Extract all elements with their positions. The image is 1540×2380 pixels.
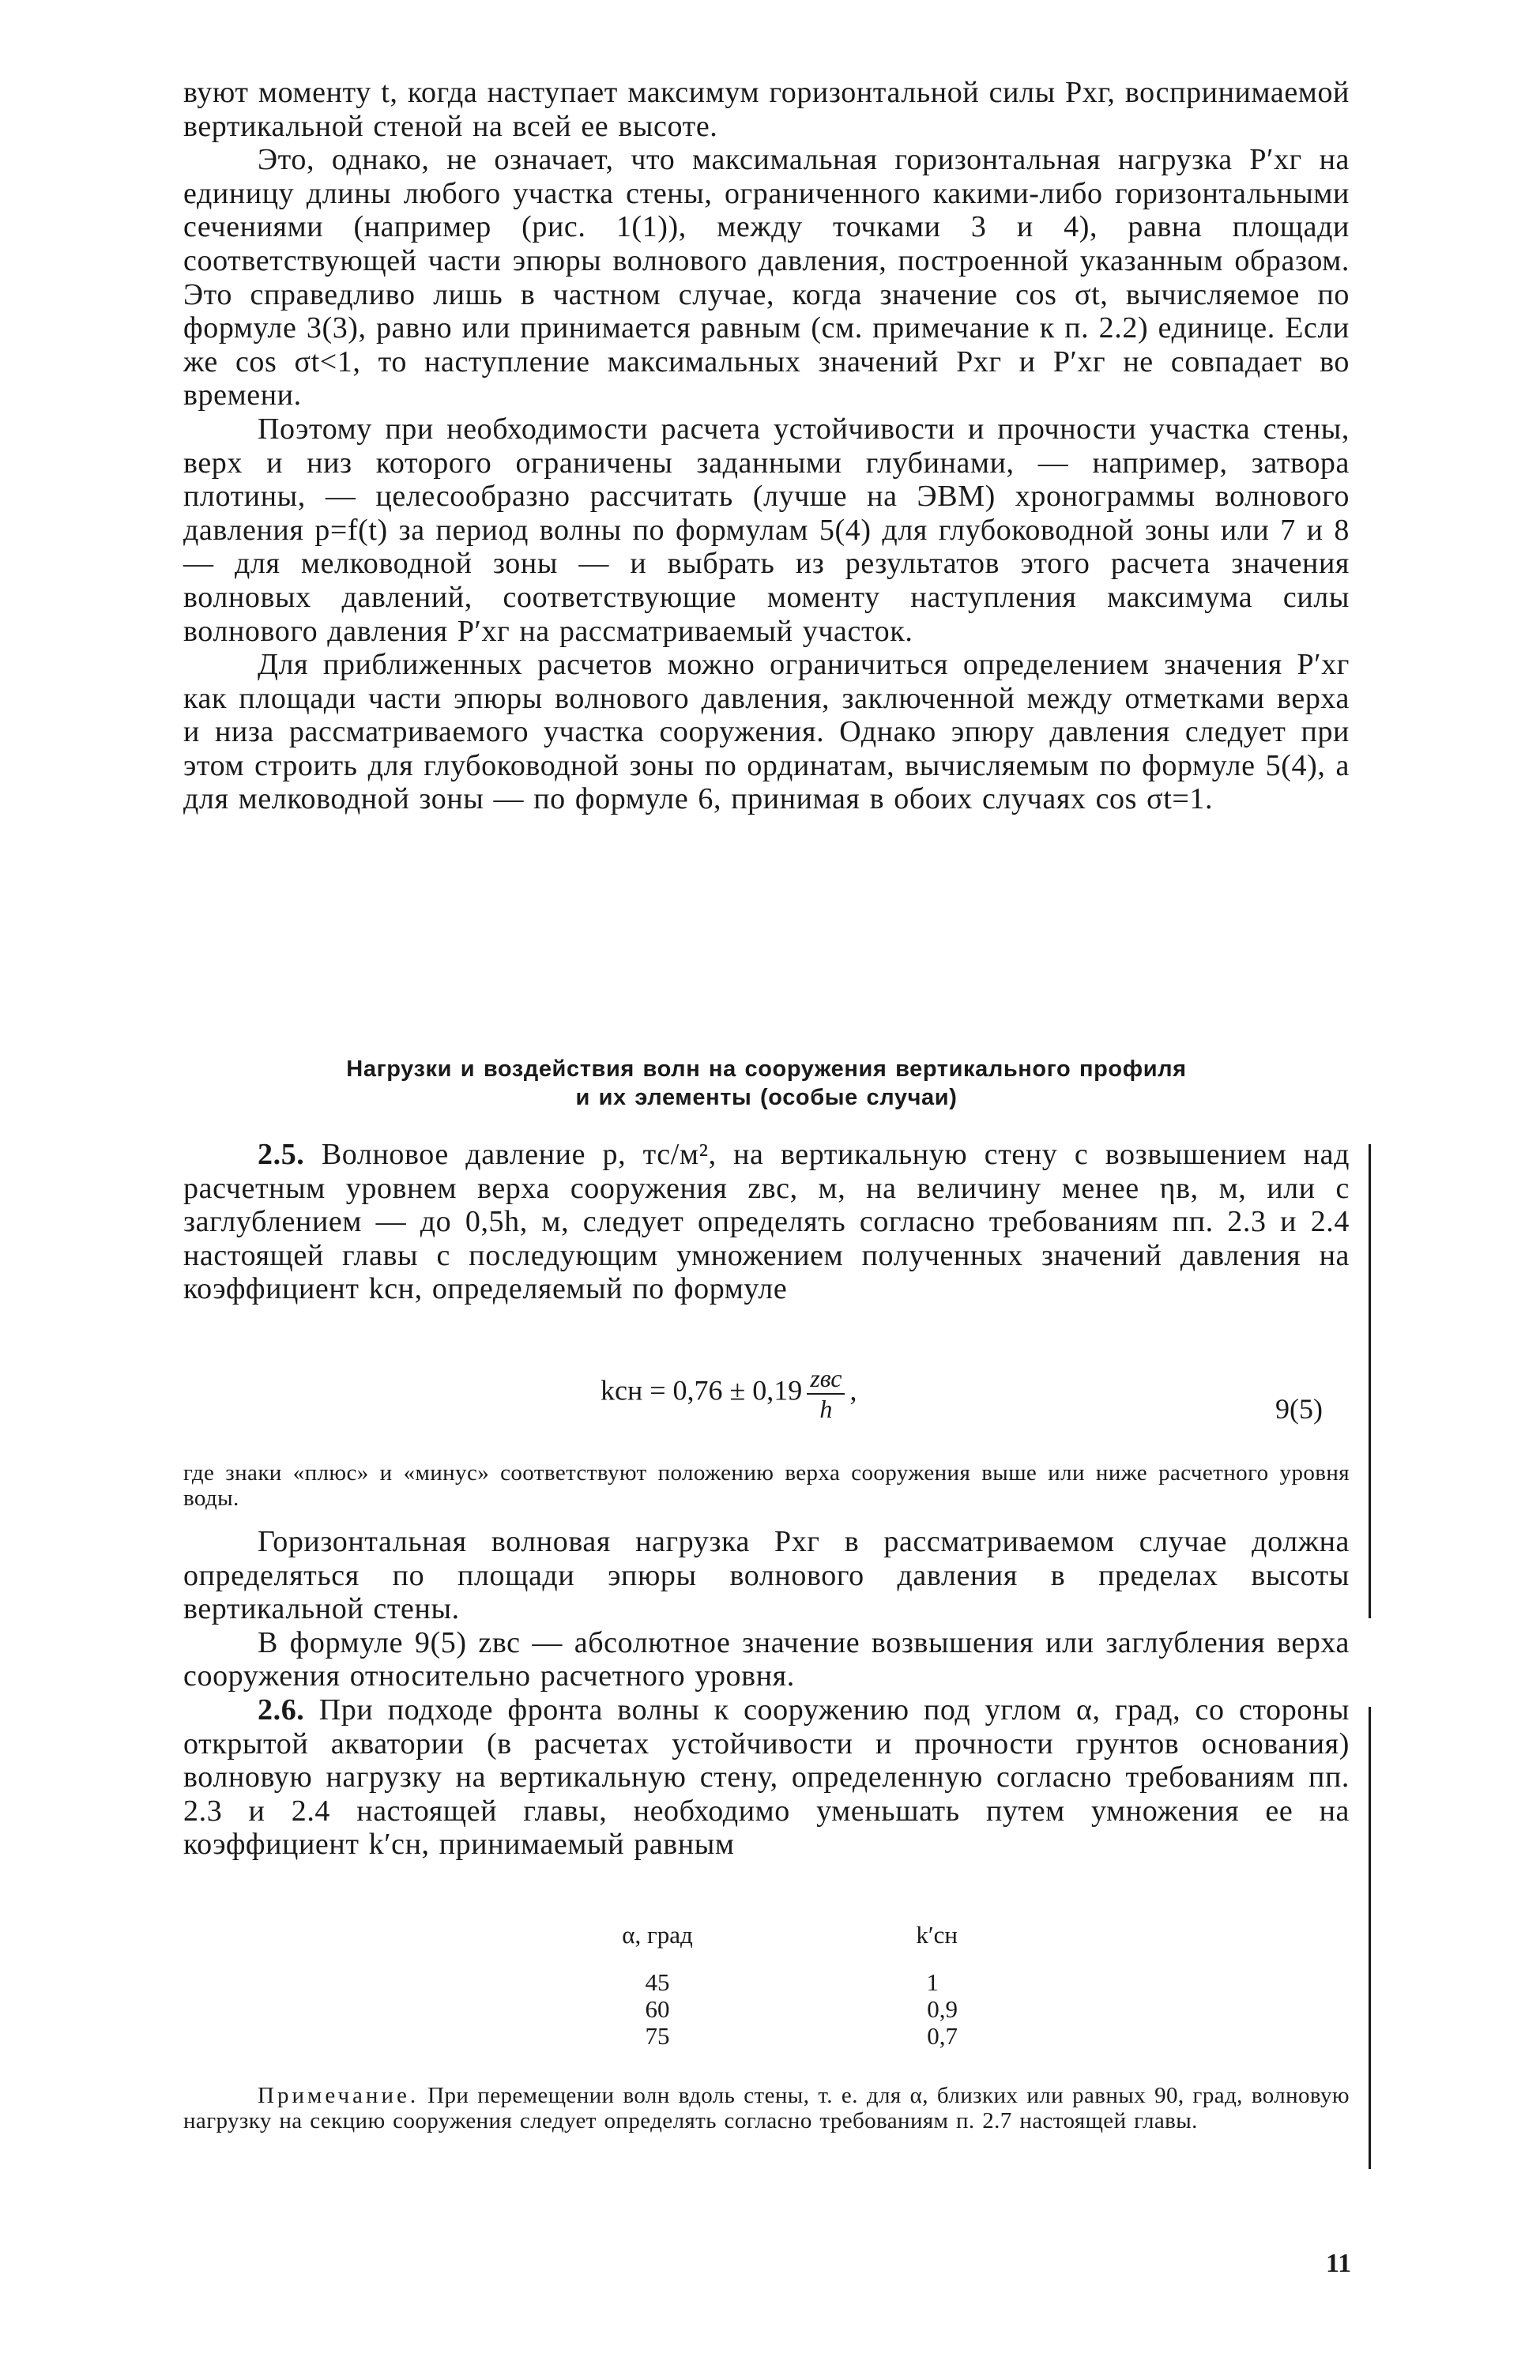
formula-lhs: kсн = 0,76 ± 0,19 — [601, 1374, 803, 1407]
table-row — [594, 1996, 969, 2023]
margin-change-bar-2 — [1369, 1707, 1371, 2169]
paragraph-continuation — [183, 76, 1350, 816]
paragraph-8: В формуле 9(5) zвс — абсолютное значение возвышения или заглубления верха сооружения относительно расчетного уровня. — [183, 1625, 1350, 1693]
table-cell: 45 — [645, 1968, 670, 1996]
paragraph-4: Для приближенных расчетов можно ограничиться определением значения P′хг как площади части эпюры волнового давления, заключенной между отметками верха и низа рассматриваемого участка сооружения. Однако эпюру давления следует при этом строить для глубоководной зоны по ординатам, вычисляемым по формуле 5(4), а для мелководной зоны — по формуле 6, принимая в обоих случаях cos σt=1. — [183, 648, 1350, 816]
heading-line-2: и их элементы (особые случаи) — [575, 1085, 958, 1110]
clause-2-6-body: При подходе фронта волны к сооружению под углом α, град, со стороны открытой акватории (в расчетах устойчивости и прочности грунтов основания) волновую нагрузку на вертикальную стену, определенную согласно требованиям пп. 2.3 и 2.4 настоящей главы, необходимо уменьшать путем умножения ее на коэффициент k′сн, принимаемый равным — [183, 1693, 1350, 1862]
table-header-row — [594, 1922, 969, 1969]
angle-coefficient-table — [594, 1922, 969, 2050]
table-cell: 1 — [926, 1968, 939, 1996]
margin-change-bar-1 — [1369, 1144, 1371, 1618]
formula-fraction — [807, 1363, 845, 1423]
table-row — [594, 1969, 969, 1996]
formula-numerator: zвс — [807, 1363, 845, 1395]
signs-note: где знаки «плюс» и «минус» соответствуют положению верха сооружения выше или ниже расчетного уровня воды. — [183, 1460, 1350, 1511]
formula-k-ch — [601, 1363, 857, 1423]
note-label: Примечание. — [258, 2083, 420, 2108]
clause-2-5-body: Волновое давление p, тс/м², на вертикальную стену с возвышением над расчетным уровнем верха сооружения zвс, м, на величину менее ηв, м, или с заглублением — до 0,5h, м, следует определять согласно требованиям пп. 2.3 и 2.4 настоящей главы с последующим умножением полученных значений давления на коэффициент kсн, определяемый по формуле — [183, 1138, 1350, 1306]
clause-number: 2.5. — [258, 1138, 305, 1171]
note-text — [183, 2083, 1350, 2133]
clause-number: 2.6. — [258, 1693, 305, 1727]
table-cell: 0,9 — [927, 1995, 958, 2023]
note-body: При перемещении волн вдоль стены, т. е. для α, близких или равных 90, град, волновую нагрузку на секцию сооружения следует определять согласно требованиям п. 2.7 настоящей главы. — [183, 2083, 1350, 2133]
formula-tail: , — [849, 1374, 857, 1407]
header-k-ch: k′сн — [916, 1921, 958, 1949]
clause-2-6-text — [183, 1693, 1350, 1862]
paragraphs-after-formula — [183, 1525, 1350, 1862]
note-block — [183, 2083, 1350, 2133]
table-row — [594, 2023, 969, 2050]
clause-2-5-text — [183, 1138, 1350, 1306]
paragraph-1: вуют моменту t, когда наступает максимум горизонтальной силы Pхг, воспринимаемой вертикальной стеной на всей ее высоте. — [183, 76, 1350, 143]
table-cell: 0,7 — [927, 2022, 958, 2050]
paragraph-7: Горизонтальная волновая нагрузка Pхг в рассматриваемом случае должна определяться по площади эпюры волнового давления в пределах высоты вертикальной стены. — [183, 1525, 1350, 1626]
page-number: 11 — [1326, 2249, 1352, 2278]
formula-number: 9(5) — [1275, 1393, 1323, 1425]
table-cell: 75 — [645, 2022, 670, 2050]
formula-explanation — [183, 1460, 1350, 1511]
heading-line-1: Нагрузки и воздействия волн на сооружения вертикального профиля — [346, 1056, 1187, 1082]
paragraph-2: Это, однако, не означает, что максимальная горизонтальная нагрузка P′хг на единицу длины любого участка стены, ограниченного какими-либо горизонтальными сечениями (например (рис. 1(1)), между точками 3 и 4), равна площади соответствующей части эпюры волнового давления, построенной указанным образом. Это справедливо лишь в частном случае, когда значение cos σt, вычисляемое по формуле 3(3), равно или принимается равным (см. примечание к п. 2.2) единице. Если же cos σt<1, то наступление максимальных значений Pхг и P′хг не совпадает во времени. — [183, 143, 1350, 412]
section-heading — [183, 1055, 1350, 1112]
header-alpha: α, град — [622, 1921, 693, 1949]
clause-2-5 — [183, 1138, 1350, 1306]
formula-denominator: h — [819, 1395, 833, 1423]
paragraph-3: Поэтому при необходимости расчета устойчивости и прочности участка стены, верх и низ которого ограничены заданными глубинами, — например, затвора плотины, — целесообразно рассчитать (лучше на ЭВМ) хронограммы волнового давления p=f(t) за период волны по формулам 5(4) для глубоководной зоны или 7 и 8 — для мелководной зоны — и выбрать из результатов этого расчета значения волновых давлений, соответствующие моменту наступления максимума силы волнового давления P′хг на рассматриваемый участок. — [183, 412, 1350, 648]
table-cell: 60 — [645, 1995, 670, 2023]
